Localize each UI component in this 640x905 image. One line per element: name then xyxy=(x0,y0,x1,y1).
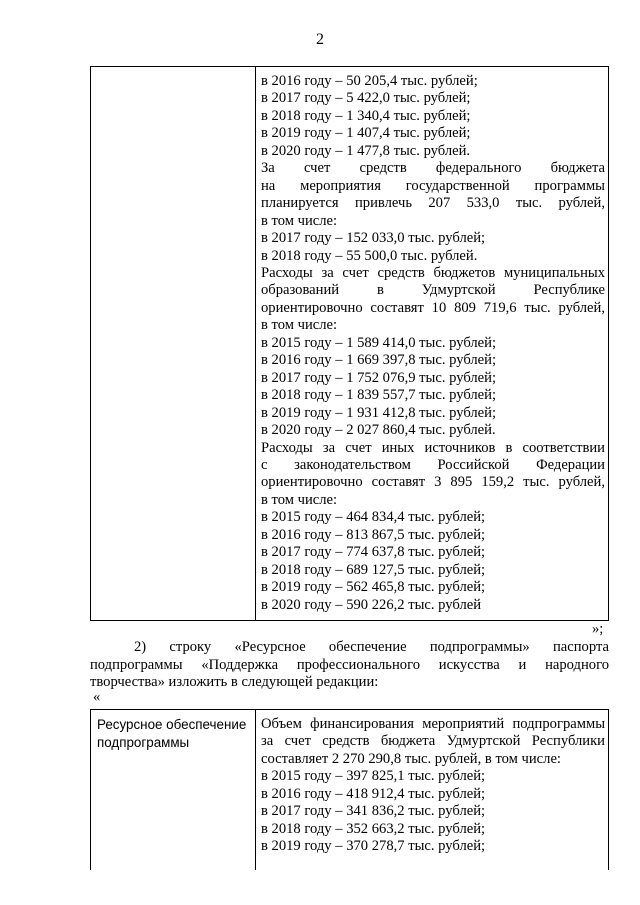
other-text-line: с законодательством Российской Федерации xyxy=(261,456,605,473)
year-line: в 2020 году – 2 027 860,4 тыс. рублей. xyxy=(261,422,496,439)
funding-text-line: за счет средств бюджета Удмуртской Республики xyxy=(261,733,605,750)
year-line: в 2017 году – 341 836,2 тыс. рублей; xyxy=(261,803,486,820)
opening-quote: « xyxy=(93,689,101,705)
federal-text-line: в том числе: xyxy=(261,212,338,229)
resource-table-continued xyxy=(90,66,609,621)
paragraph-line: подпрограммы «Поддержка профессионального искусства и народного xyxy=(90,656,609,673)
column-divider xyxy=(255,710,256,870)
year-line: в 2020 году – 590 226,2 тыс. рублей xyxy=(261,596,482,613)
year-line: в 2018 году – 689 127,5 тыс. рублей; xyxy=(261,561,486,578)
closing-quote: »; xyxy=(592,621,604,637)
year-line: в 2019 году – 370 278,7 тыс. рублей; xyxy=(261,838,486,855)
funding-text-cell xyxy=(261,716,605,856)
funding-text-line: Объем финансирования мероприятий подпрограммы xyxy=(261,716,605,732)
municipal-text-line: образований в Удмуртской Республике xyxy=(261,282,605,299)
funding-text-cell xyxy=(261,73,605,614)
resource-table-new xyxy=(90,709,609,870)
year-line: в 2017 году – 5 422,0 тыс. рублей; xyxy=(261,90,471,107)
year-line: в 2018 году – 1 340,4 тыс. рублей; xyxy=(261,107,471,124)
page-number: 2 xyxy=(316,31,324,48)
other-text-line: Расходы за счет иных источников в соответствии xyxy=(261,439,605,456)
municipal-text-line: в том числе: xyxy=(261,317,338,334)
municipal-text-line: ориентировочно составят 10 809 719,6 тыс. рублей, xyxy=(261,299,605,316)
year-line: в 2015 году – 1 589 414,0 тыс. рублей; xyxy=(261,334,497,351)
paragraph-line: 2) строку «Ресурсное обеспечение подпрограммы» паспорта xyxy=(134,639,609,655)
year-line: в 2020 году – 1 477,8 тыс. рублей. xyxy=(261,142,471,159)
year-line: в 2019 году – 1 931 412,8 тыс. рублей; xyxy=(261,404,497,421)
year-line: в 2018 году – 352 663,2 тыс. рублей; xyxy=(261,820,486,837)
year-line: в 2019 году – 1 407,4 тыс. рублей; xyxy=(261,125,471,142)
funding-text-line: составляет 2 270 290,8 тыс. рублей, в том числе: xyxy=(261,750,561,767)
year-line: в 2018 году – 55 500,0 тыс. рублей. xyxy=(261,247,478,264)
federal-text-line: За счет средств федерального бюджета xyxy=(261,160,605,177)
year-line: в 2016 году – 1 669 397,8 тыс. рублей; xyxy=(261,352,497,369)
paragraph-line: творчества» изложить в следующей редакции: xyxy=(90,674,379,690)
other-text-line: ориентировочно составят 3 895 159,2 тыс. рублей, xyxy=(261,474,605,491)
year-line: в 2015 году – 397 825,1 тыс. рублей; xyxy=(261,768,486,785)
year-line: в 2016 году – 418 912,4 тыс. рублей; xyxy=(261,785,486,802)
municipal-text-line: Расходы за счет средств бюджетов муниципальных xyxy=(261,264,605,281)
column-divider xyxy=(255,67,256,620)
year-line: в 2016 году – 50 205,4 тыс. рублей; xyxy=(261,73,478,89)
federal-text-line: планируется привлечь 207 533,0 тыс. рублей, xyxy=(261,195,605,212)
other-text-line: в том числе: xyxy=(261,491,338,508)
amendment-paragraph xyxy=(90,639,609,692)
federal-text-line: на мероприятия государственной программы xyxy=(261,177,605,194)
year-line: в 2015 году – 464 834,4 тыс. рублей; xyxy=(261,509,486,526)
year-line: в 2017 году – 774 637,8 тыс. рублей; xyxy=(261,544,486,561)
year-line: в 2017 году – 152 033,0 тыс. рублей; xyxy=(261,230,486,247)
row-label: Ресурсное обеспечение подпрограммы xyxy=(97,717,247,750)
year-line: в 2017 году – 1 752 076,9 тыс. рублей; xyxy=(261,369,497,386)
year-line: в 2019 году – 562 465,8 тыс. рублей; xyxy=(261,579,486,596)
year-line: в 2018 году – 1 839 557,7 тыс. рублей; xyxy=(261,387,497,404)
year-line: в 2016 году – 813 867,5 тыс. рублей; xyxy=(261,526,486,543)
